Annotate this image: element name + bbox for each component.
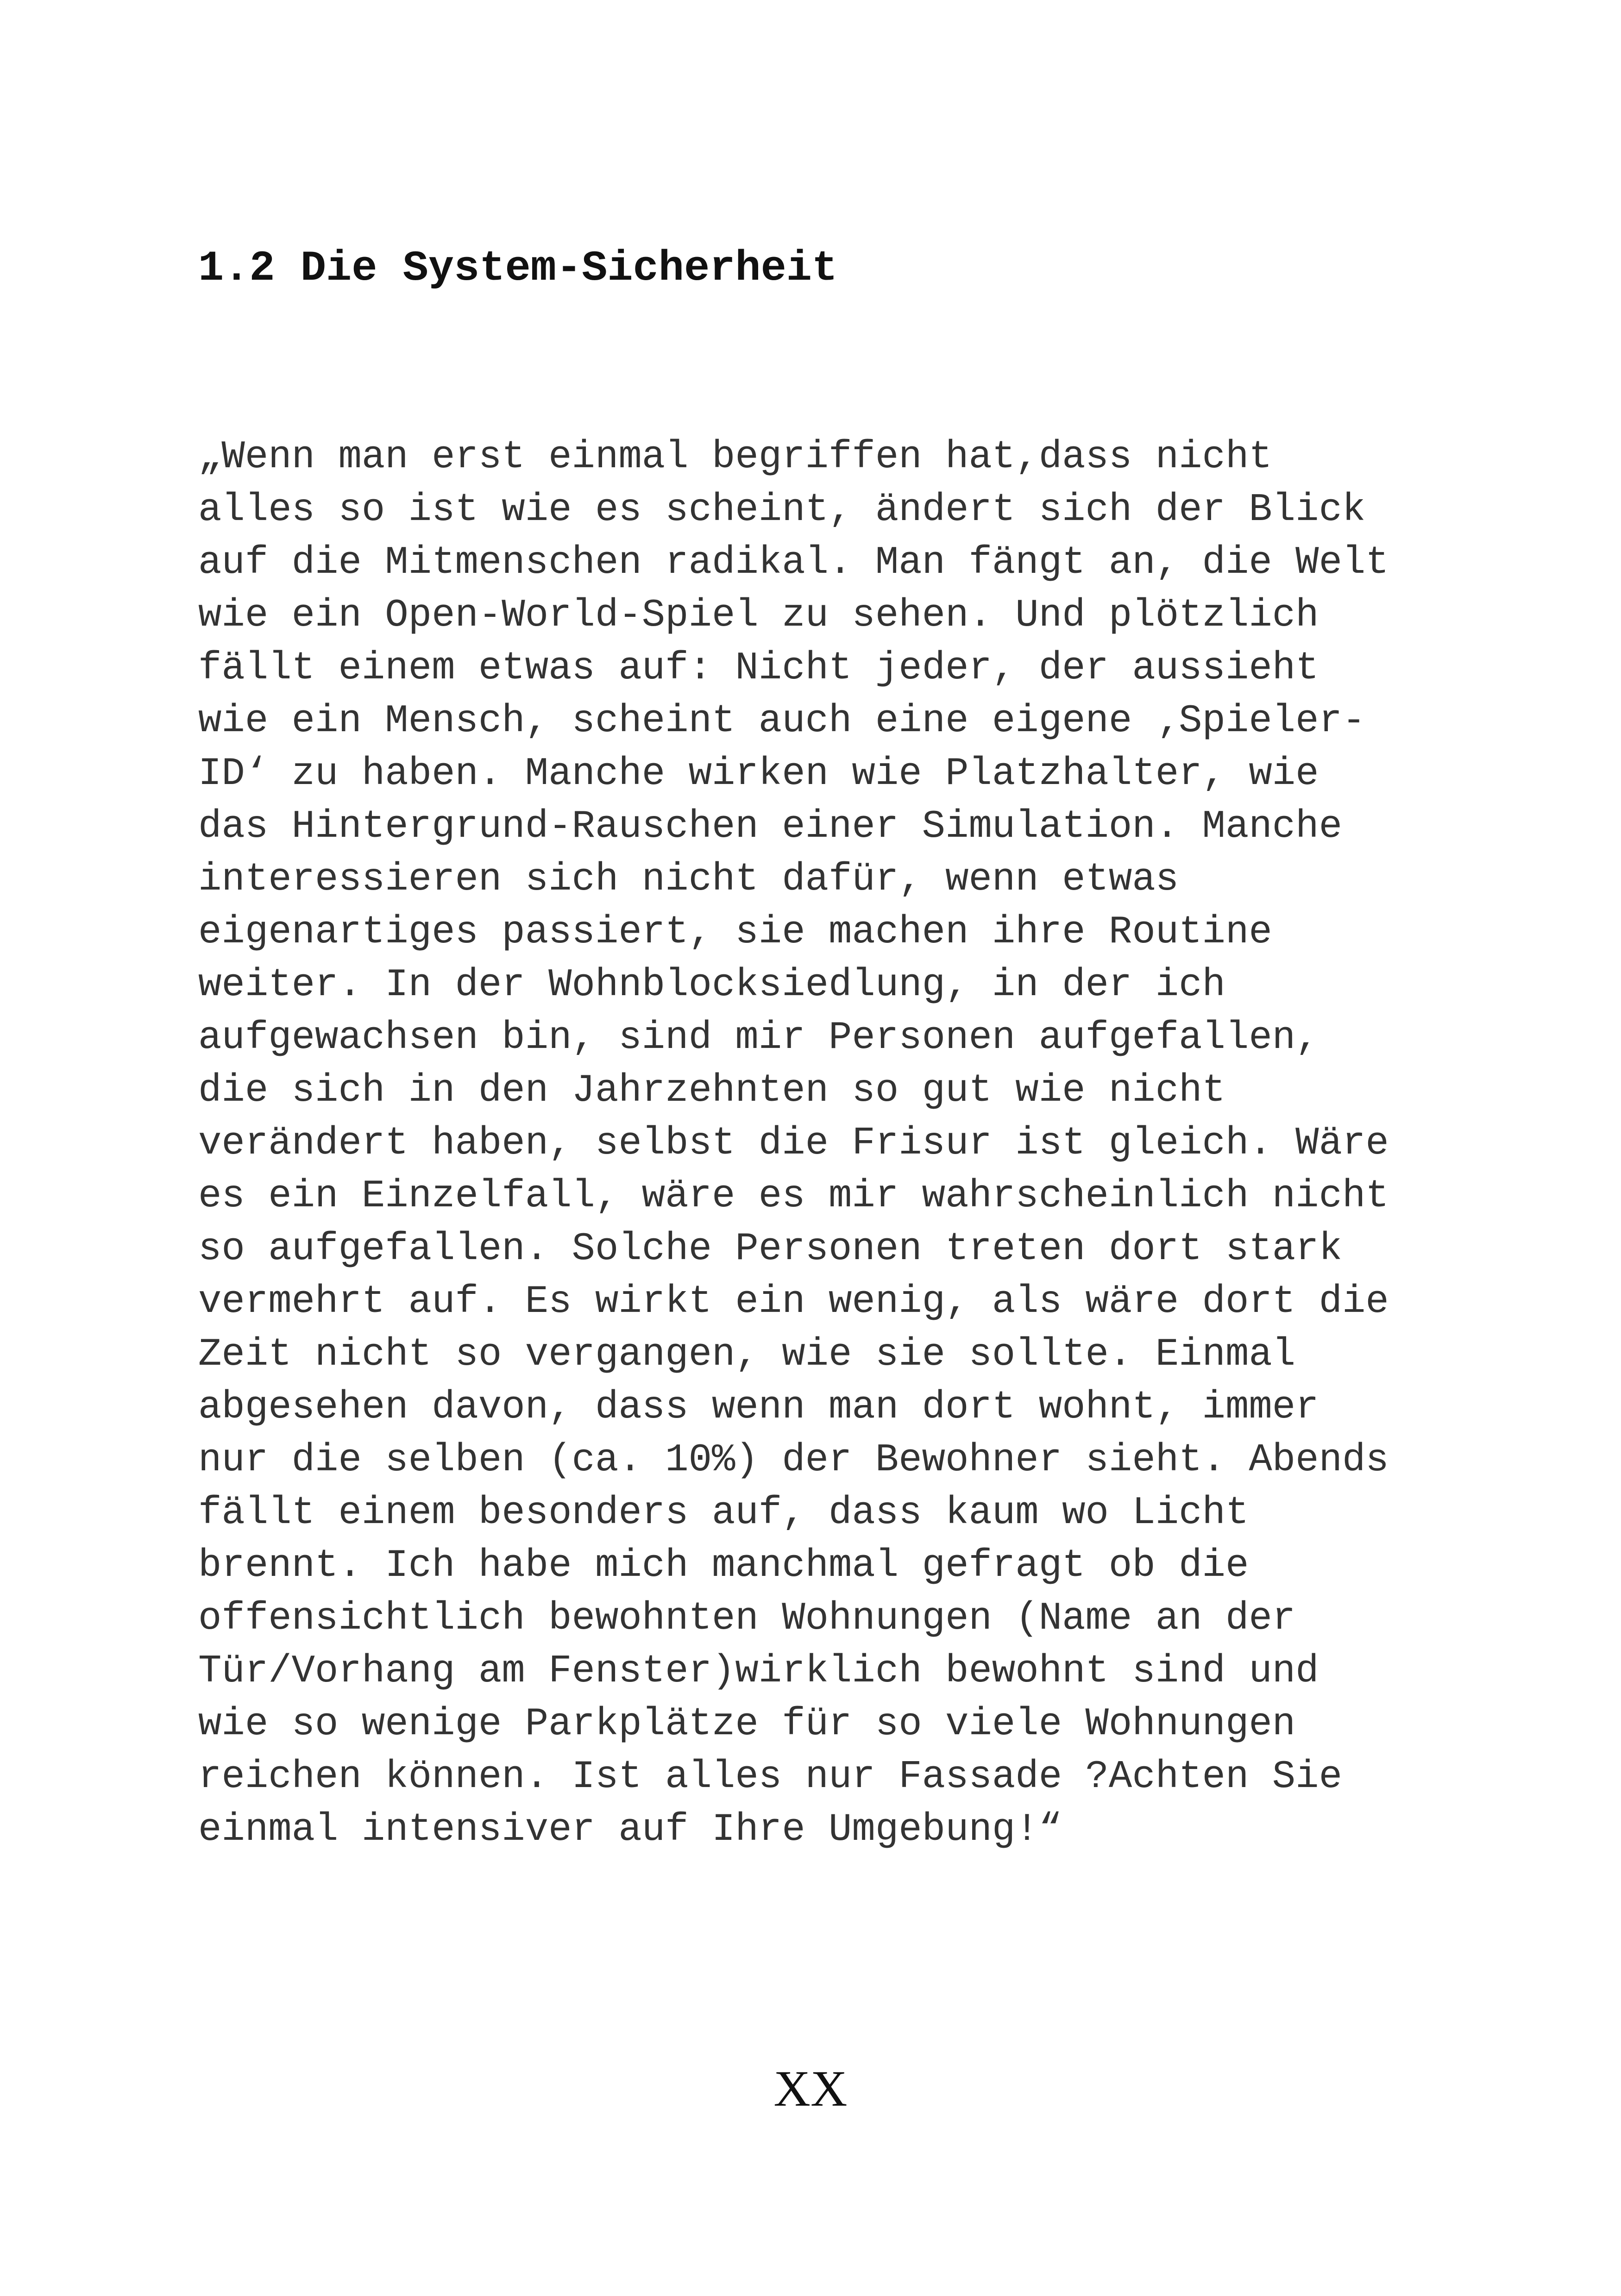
text-line: Zeit nicht so vergangen, wie sie sollte. Einmal [198,1333,1296,1377]
text-line: ID‘ zu haben. Manche wirken wie Platzhalter, wie [198,752,1319,796]
page-number: XX [773,2060,848,2117]
text-line: Tür/Vorhang am Fenster)wirklich bewohnt sind und [198,1650,1319,1694]
text-line: so aufgefallen. Solche Personen treten dort stark [198,1227,1343,1271]
text-line: weiter. In der Wohnblocksiedlung, in der ich [198,963,1225,1007]
text-line: interessieren sich nicht dafür, wenn etwas [198,858,1179,902]
text-line: „Wenn man erst einmal begriffen hat,dass nicht [198,435,1272,479]
body-paragraph [198,431,1389,1857]
text-line: vermehrt auf. Es wirkt ein wenig, als wäre dort die [198,1280,1389,1324]
text-line: nur die selben (ca. 10%) der Bewohner sieht. Abends [198,1438,1389,1482]
text-line: auf die Mitmenschen radikal. Man fängt an, die Welt [198,541,1389,585]
text-line: fällt einem etwas auf: Nicht jeder, der aussieht [198,646,1319,690]
text-line: eigenartiges passiert, sie machen ihre Routine [198,910,1272,954]
text-line: verändert haben, selbst die Frisur ist gleich. Wäre [198,1122,1389,1166]
text-line: alles so ist wie es scheint, ändert sich der Blick [198,488,1366,532]
text-line: wie ein Mensch, scheint auch eine eigene ‚Spieler- [198,699,1366,743]
section-heading: 1.2 Die System-Sicherheit [198,244,838,293]
text-line: offensichtlich bewohnten Wohnungen (Name an der [198,1597,1296,1641]
text-line: die sich in den Jahrzehnten so gut wie nicht [198,1069,1225,1113]
text-line: abgesehen davon, dass wenn man dort wohnt, immer [198,1386,1319,1430]
text-line: brennt. Ich habe mich manchmal gefragt ob die [198,1544,1249,1588]
text-line: fällt einem besonders auf, dass kaum wo Licht [198,1491,1249,1535]
text-line: einmal intensiver auf Ihre Umgebung!“ [198,1808,1062,1852]
text-line: aufgewachsen bin, sind mir Personen aufgefallen, [198,1016,1319,1060]
text-line: reichen können. Ist alles nur Fassade ?Achten Sie [198,1755,1343,1799]
text-line: es ein Einzelfall, wäre es mir wahrscheinlich nicht [198,1174,1389,1218]
text-line: wie so wenige Parkplätze für so viele Wohnungen [198,1702,1296,1746]
text-line: das Hintergrund-Rauschen einer Simulation. Manche [198,805,1343,849]
text-line: wie ein Open-World-Spiel zu sehen. Und plötzlich [198,594,1319,638]
